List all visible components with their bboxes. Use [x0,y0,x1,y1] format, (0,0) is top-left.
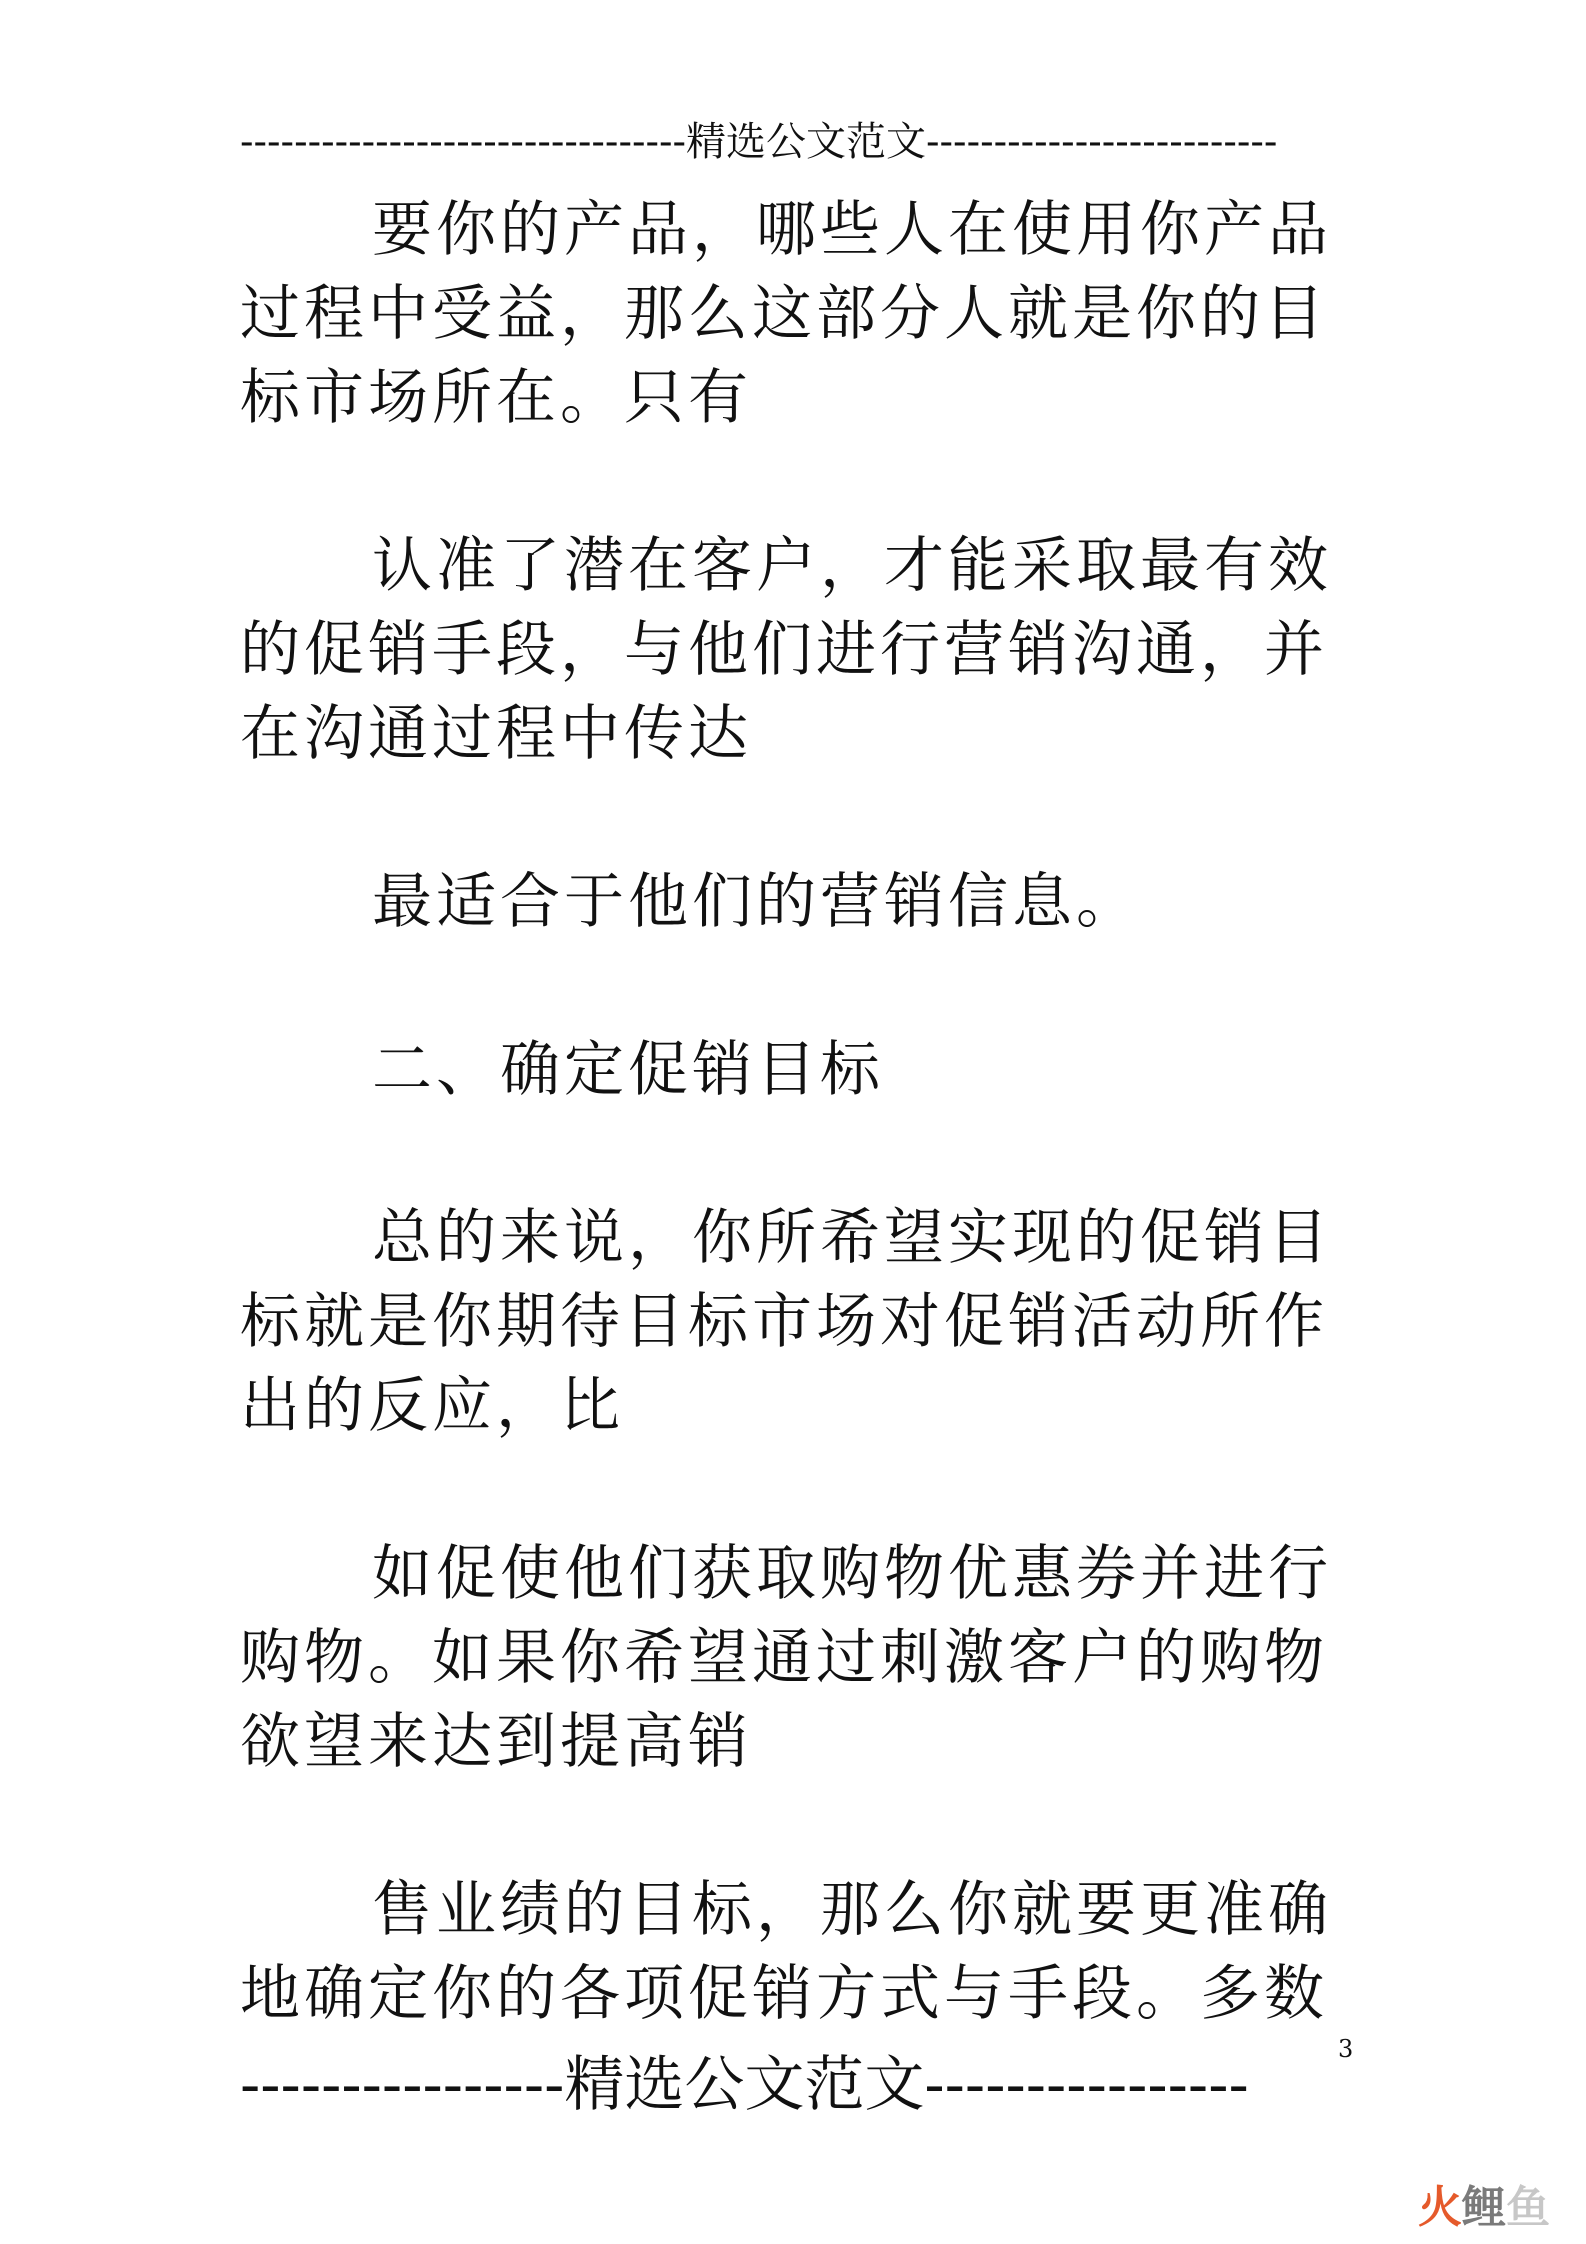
paragraph-3: 最适合于他们的营销信息。 [372,867,1140,937]
document-body [240,188,1350,2120]
paragraph-4: 总的来说，你所希望实现的促销目标就是你期待目标市场对促销活动所作出的反应，比 [240,1203,1332,1441]
page-header [240,112,1340,172]
header-dashes-right: -------------------------- [926,119,1278,165]
footer-dashes-right: ---------------- [924,2050,1249,2120]
watermark-fish-char: 鱼 [1506,2182,1550,2233]
header-dashes-left: --------------------------------- [240,119,687,165]
page-number: 3 [1338,2035,1354,2063]
paragraph-1: 要你的产品，哪些人在使用你产品过程中受益，那么这部分人就是你的目标市场所在。只有 [240,195,1332,433]
watermark-carp-char: 鲤 [1462,2182,1506,2233]
footer-title: 精选公文范文 [564,2050,925,2120]
paragraph-5: 如促使他们获取购物优惠券并进行购物。如果你希望通过刺激客户的购物欲望来达到提高销 [240,1539,1332,1777]
paragraph-2: 认准了潜在客户，才能采取最有效的促销手段，与他们进行营销沟通，并在沟通过程中传达 [240,531,1332,769]
watermark-logo [1418,2180,1550,2236]
paragraph-6: 售业绩的目标，那么你就要更准确地确定你的各项促销方式与手段。多数 [240,1875,1332,2029]
section-heading: 二、确定促销目标 [372,1035,884,1105]
page-footer [240,2040,1340,2130]
header-title: 精选公文范文 [686,119,927,165]
footer-dashes-left: ---------------- [240,2050,565,2120]
watermark-fire-char: 火 [1418,2182,1462,2233]
